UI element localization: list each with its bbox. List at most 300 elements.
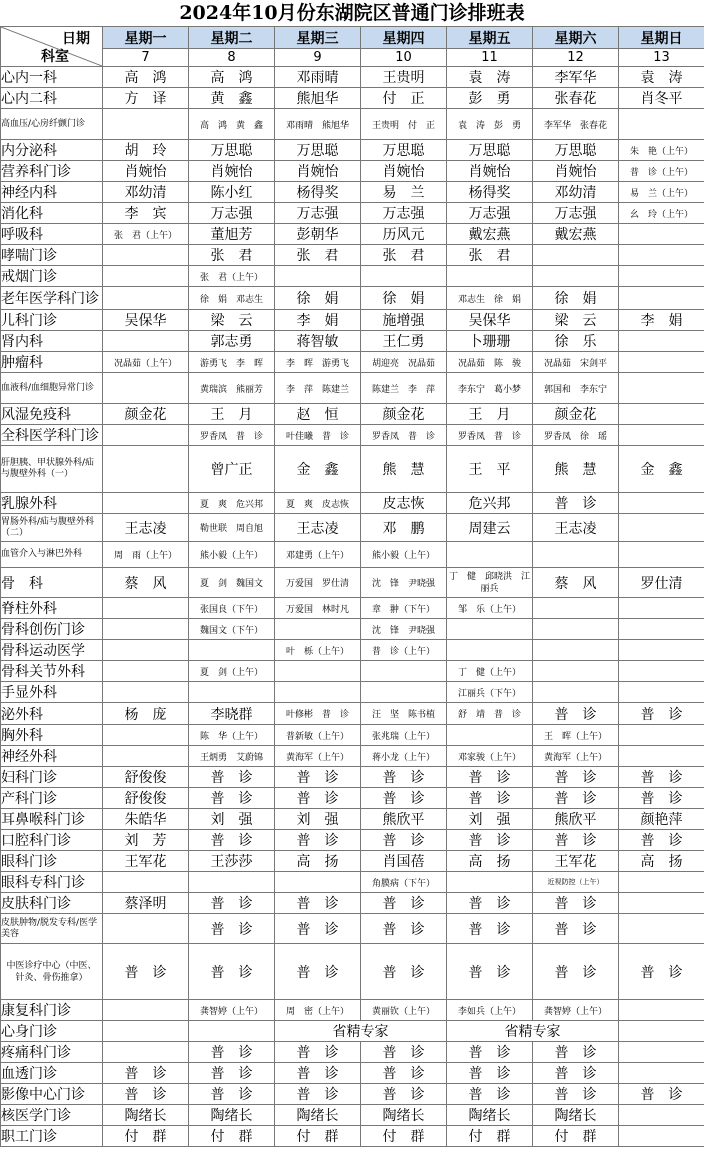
schedule-cell: 龚智婷（上午）	[189, 1000, 275, 1021]
schedule-cell: 梁 云	[189, 310, 275, 331]
schedule-cell: 张 君（上午）	[189, 266, 275, 287]
department-name: 骨科运动医学	[1, 640, 103, 661]
schedule-cell: 熊小毅（上午）	[189, 542, 275, 568]
schedule-row	[1, 266, 704, 287]
schedule-cell: 王军花	[533, 851, 619, 872]
schedule-cell: 普 诊	[447, 1063, 533, 1084]
date-header: 13	[619, 49, 704, 67]
schedule-cell: 邹 乐（上午）	[447, 598, 533, 619]
schedule-row	[1, 1084, 704, 1105]
schedule-cell: 普 诊	[619, 1084, 704, 1105]
schedule-cell: 罗香凤 普 诊	[361, 425, 447, 446]
schedule-cell: 王莎莎	[189, 851, 275, 872]
schedule-cell: 刘 强	[447, 809, 533, 830]
schedule-table	[0, 26, 704, 1147]
department-name: 产科门诊	[1, 788, 103, 809]
schedule-cell: 舒俊俊	[103, 788, 189, 809]
schedule-cell	[619, 1000, 704, 1021]
schedule-cell: 普 诊	[447, 944, 533, 1000]
schedule-cell: 易 兰	[361, 182, 447, 203]
department-name: 核医学门诊	[1, 1105, 103, 1126]
schedule-cell: 王 晖（上午）	[533, 725, 619, 746]
schedule-cell	[619, 245, 704, 266]
schedule-cell	[189, 640, 275, 661]
schedule-cell: 高 鸿	[103, 67, 189, 88]
department-name: 影像中心门诊	[1, 1084, 103, 1105]
department-name: 全科医学科门诊	[1, 425, 103, 446]
corner-date-label: 日期	[62, 31, 90, 47]
schedule-cell: 李 晖 游勇飞	[275, 352, 361, 373]
department-name: 血管介入与淋巴外科	[1, 542, 103, 568]
schedule-cell	[619, 893, 704, 914]
schedule-cell: 历风元	[361, 224, 447, 245]
schedule-row	[1, 352, 704, 373]
department-name: 骨科创伤门诊	[1, 619, 103, 640]
schedule-row	[1, 140, 704, 161]
schedule-cell: 李晓群	[189, 703, 275, 725]
schedule-cell: 肖婉怡	[533, 161, 619, 182]
date-header: 11	[447, 49, 533, 67]
schedule-row	[1, 944, 704, 1000]
schedule-cell: 吴保华	[103, 310, 189, 331]
schedule-cell: 高 鸿 黄 鑫	[189, 109, 275, 140]
schedule-cell: 普 诊	[361, 1042, 447, 1063]
schedule-row	[1, 809, 704, 830]
weekday-header: 星期四	[361, 27, 447, 49]
schedule-cell: 陶绪长	[447, 1105, 533, 1126]
schedule-cell: 皮志恢	[361, 493, 447, 514]
schedule-cell: 彭朝华	[275, 224, 361, 245]
department-name: 心内二科	[1, 88, 103, 109]
schedule-cell: 况晶茹 陈 骏	[447, 352, 533, 373]
schedule-row	[1, 1000, 704, 1021]
department-name: 胃肠外科/疝与腹壁外科（二）	[1, 514, 103, 542]
department-name: 神经外科	[1, 746, 103, 767]
schedule-cell	[103, 446, 189, 493]
date-header: 7	[103, 49, 189, 67]
schedule-cell	[533, 661, 619, 682]
schedule-cell: 张 君（上午）	[103, 224, 189, 245]
schedule-cell: 普 诊	[447, 1042, 533, 1063]
schedule-row	[1, 1063, 704, 1084]
schedule-cell: 李军华 张春花	[533, 109, 619, 140]
schedule-cell: 普新敏（上午）	[275, 725, 361, 746]
schedule-row	[1, 331, 704, 352]
schedule-cell: 普 诊	[361, 788, 447, 809]
department-name: 骨科关节外科	[1, 661, 103, 682]
schedule-row	[1, 514, 704, 542]
schedule-cell	[103, 245, 189, 266]
schedule-cell	[447, 725, 533, 746]
department-name: 中医诊疗中心（中医、针灸、骨伤推拿）	[1, 944, 103, 1000]
schedule-cell: 陈建兰 李 萍	[361, 373, 447, 404]
schedule-cell	[533, 682, 619, 703]
schedule-cell: 万爱国 林时凡	[275, 598, 361, 619]
date-header: 10	[361, 49, 447, 67]
schedule-cell: 熊欣平	[533, 809, 619, 830]
schedule-cell: 章 翀（下午）	[361, 598, 447, 619]
schedule-cell: 王志凌	[275, 514, 361, 542]
department-name: 高血压/心房纤颤门诊	[1, 109, 103, 140]
schedule-row	[1, 746, 704, 767]
schedule-cell: 罗香凤 普 诊	[447, 425, 533, 446]
department-name: 眼科专科门诊	[1, 872, 103, 893]
schedule-cell: 普 诊	[533, 493, 619, 514]
schedule-cell: 普 诊	[189, 767, 275, 788]
schedule-row	[1, 310, 704, 331]
schedule-cell	[619, 1126, 704, 1147]
schedule-row	[1, 67, 704, 88]
department-name: 神经内科	[1, 182, 103, 203]
schedule-cell: 张 君	[189, 245, 275, 266]
schedule-cell: 卜珊珊	[447, 331, 533, 352]
schedule-cell: 普 诊	[361, 830, 447, 851]
schedule-row	[1, 619, 704, 640]
schedule-cell: 杨得奖	[275, 182, 361, 203]
schedule-cell: 普 诊	[533, 703, 619, 725]
schedule-cell: 金 鑫	[619, 446, 704, 493]
schedule-cell	[619, 1105, 704, 1126]
schedule-cell: 蒋小龙（上午）	[361, 746, 447, 767]
schedule-cell	[447, 542, 533, 568]
schedule-cell: 况晶茹（上午）	[103, 352, 189, 373]
schedule-cell: 张国良（下午）	[189, 598, 275, 619]
department-name: 口腔科门诊	[1, 830, 103, 851]
schedule-cell	[619, 514, 704, 542]
schedule-cell: 周建云	[447, 514, 533, 542]
schedule-cell: 普 诊	[275, 914, 361, 944]
schedule-cell	[619, 619, 704, 640]
schedule-cell: 付 群	[275, 1126, 361, 1147]
schedule-cell: 徐 娟	[275, 287, 361, 310]
department-name: 疼痛科门诊	[1, 1042, 103, 1063]
schedule-cell	[619, 682, 704, 703]
schedule-cell	[619, 914, 704, 944]
schedule-cell: 普 诊	[533, 914, 619, 944]
schedule-cell	[361, 266, 447, 287]
schedule-cell: 颜艳萍	[619, 809, 704, 830]
schedule-cell	[619, 1021, 704, 1042]
schedule-cell: 陶绪长	[361, 1105, 447, 1126]
schedule-cell: 王军花	[103, 851, 189, 872]
weekday-header: 星期五	[447, 27, 533, 49]
schedule-cell: 黄丽钦（上午）	[361, 1000, 447, 1021]
schedule-cell: 普 诊	[103, 1063, 189, 1084]
schedule-cell	[103, 331, 189, 352]
schedule-cell: 省精专家	[275, 1021, 447, 1042]
department-name: 肝胆胰、甲状腺外科/疝与腹壁外科（一）	[1, 446, 103, 493]
schedule-cell: 近视防控（上午）	[533, 872, 619, 893]
schedule-body	[1, 67, 704, 1147]
date-header-row	[1, 49, 704, 67]
schedule-cell: 王炳勇 艾蔚锦	[189, 746, 275, 767]
schedule-cell: 普 诊	[189, 1063, 275, 1084]
schedule-cell: 朱 艳（上午）	[619, 140, 704, 161]
schedule-cell: 袁 涛	[447, 67, 533, 88]
schedule-cell: 丁 健（上午）	[447, 661, 533, 682]
schedule-cell: 邓幼清	[533, 182, 619, 203]
schedule-cell: 普 诊	[361, 767, 447, 788]
schedule-cell	[447, 872, 533, 893]
schedule-cell: 普 诊	[447, 914, 533, 944]
department-name: 内分泌科	[1, 140, 103, 161]
weekday-header: 星期三	[275, 27, 361, 49]
schedule-cell	[533, 598, 619, 619]
schedule-cell: 蔡 风	[533, 568, 619, 598]
schedule-cell: 付 群	[189, 1126, 275, 1147]
schedule-cell	[619, 1063, 704, 1084]
schedule-cell	[619, 109, 704, 140]
weekday-header: 星期一	[103, 27, 189, 49]
schedule-cell	[103, 266, 189, 287]
schedule-cell: 刘 芳	[103, 830, 189, 851]
schedule-row	[1, 542, 704, 568]
schedule-cell: 朱皓华	[103, 809, 189, 830]
schedule-cell	[103, 682, 189, 703]
schedule-cell: 李 宾	[103, 203, 189, 224]
schedule-cell: 邓雨晴 熊旭华	[275, 109, 361, 140]
schedule-cell: 刘 强	[189, 809, 275, 830]
schedule-cell	[619, 352, 704, 373]
schedule-row	[1, 203, 704, 224]
schedule-cell: 普 诊	[533, 830, 619, 851]
schedule-cell: 付 群	[103, 1126, 189, 1147]
schedule-cell: 叶 栎（上午）	[275, 640, 361, 661]
schedule-cell: 普 诊	[447, 830, 533, 851]
schedule-cell	[619, 661, 704, 682]
schedule-cell: 李 娟	[275, 310, 361, 331]
schedule-cell	[619, 640, 704, 661]
schedule-cell	[275, 619, 361, 640]
department-name: 血透门诊	[1, 1063, 103, 1084]
schedule-cell: 普 诊	[189, 1084, 275, 1105]
schedule-cell: 万志强	[275, 203, 361, 224]
schedule-cell	[619, 872, 704, 893]
schedule-cell: 邓幼清	[103, 182, 189, 203]
schedule-cell: 普 诊	[103, 944, 189, 1000]
schedule-cell	[619, 493, 704, 514]
schedule-row	[1, 287, 704, 310]
schedule-cell: 普 诊（上午）	[619, 161, 704, 182]
schedule-cell: 叶修彬 普 诊	[275, 703, 361, 725]
schedule-cell: 胡 玲	[103, 140, 189, 161]
schedule-cell	[103, 1021, 189, 1042]
schedule-cell: 普 诊	[533, 944, 619, 1000]
schedule-cell: 邓建勇（上午）	[275, 542, 361, 568]
schedule-cell: 黄海军（上午）	[275, 746, 361, 767]
schedule-row	[1, 640, 704, 661]
schedule-cell: 普 诊	[275, 1084, 361, 1105]
schedule-cell: 吴保华	[447, 310, 533, 331]
schedule-cell: 杨 庞	[103, 703, 189, 725]
schedule-cell: 熊小毅（上午）	[361, 542, 447, 568]
schedule-cell	[619, 287, 704, 310]
schedule-cell: 万思聪	[275, 140, 361, 161]
schedule-cell	[361, 661, 447, 682]
schedule-cell: 万爱国 罗仕清	[275, 568, 361, 598]
schedule-cell: 郭国和 李东宁	[533, 373, 619, 404]
schedule-cell: 肖婉怡	[361, 161, 447, 182]
schedule-cell	[189, 872, 275, 893]
schedule-row	[1, 1126, 704, 1147]
schedule-cell: 江丽兵（下午）	[447, 682, 533, 703]
schedule-cell: 金 鑫	[275, 446, 361, 493]
schedule-cell: 张 君	[275, 245, 361, 266]
department-name: 肾内科	[1, 331, 103, 352]
schedule-cell	[361, 682, 447, 703]
schedule-cell: 高 鸿	[189, 67, 275, 88]
schedule-cell: 省精专家	[447, 1021, 619, 1042]
schedule-cell: 普 诊	[275, 788, 361, 809]
schedule-cell: 徐 娟 邓志生	[189, 287, 275, 310]
schedule-cell: 张 君	[447, 245, 533, 266]
department-name: 康复科门诊	[1, 1000, 103, 1021]
department-name: 耳鼻喉科门诊	[1, 809, 103, 830]
schedule-cell: 王志凌	[533, 514, 619, 542]
schedule-cell: 张 君	[361, 245, 447, 266]
corner-dept-label: 科室	[41, 49, 69, 65]
schedule-cell	[275, 682, 361, 703]
schedule-cell: 王 月	[447, 404, 533, 425]
weekday-header-row	[1, 27, 704, 49]
schedule-cell: 胡迎亮 况晶茹	[361, 352, 447, 373]
schedule-cell: 熊欣平	[361, 809, 447, 830]
schedule-cell: 施增强	[361, 310, 447, 331]
schedule-cell: 曾广正	[189, 446, 275, 493]
schedule-cell: 彭 勇	[447, 88, 533, 109]
schedule-row	[1, 109, 704, 140]
schedule-cell: 张兆瑞（上午）	[361, 725, 447, 746]
schedule-cell: 赵 恒	[275, 404, 361, 425]
schedule-cell: 普 诊	[275, 767, 361, 788]
schedule-cell: 董旭芳	[189, 224, 275, 245]
weekday-header: 星期日	[619, 27, 704, 49]
schedule-cell: 王 平	[447, 446, 533, 493]
schedule-cell: 普 诊	[189, 1042, 275, 1063]
schedule-cell: 万思聪	[189, 140, 275, 161]
schedule-cell: 夏 剑（上午）	[189, 661, 275, 682]
schedule-cell: 普 诊	[447, 788, 533, 809]
schedule-cell: 熊旭华	[275, 88, 361, 109]
schedule-cell: 普 诊	[189, 893, 275, 914]
schedule-cell: 肖婉怡	[189, 161, 275, 182]
schedule-cell: 李东宁 葛小梦	[447, 373, 533, 404]
department-name: 皮肤科门诊	[1, 893, 103, 914]
schedule-row	[1, 1042, 704, 1063]
schedule-cell: 舒俊俊	[103, 767, 189, 788]
schedule-cell: 戴宏燕	[447, 224, 533, 245]
schedule-cell: 普 诊	[361, 1084, 447, 1105]
department-name: 营养科门诊	[1, 161, 103, 182]
schedule-cell: 普 诊	[619, 788, 704, 809]
schedule-cell	[619, 425, 704, 446]
schedule-cell: 李 萍 陈建兰	[275, 373, 361, 404]
schedule-cell	[103, 598, 189, 619]
schedule-cell: 陈小红	[189, 182, 275, 203]
schedule-cell	[103, 619, 189, 640]
schedule-cell: 李军华	[533, 67, 619, 88]
schedule-cell: 徐 乐	[533, 331, 619, 352]
schedule-row	[1, 725, 704, 746]
schedule-cell: 普 诊	[533, 1042, 619, 1063]
schedule-cell	[103, 746, 189, 767]
schedule-cell: 陈 华（上午）	[189, 725, 275, 746]
schedule-cell: 普 诊	[447, 1084, 533, 1105]
schedule-cell: 方 译	[103, 88, 189, 109]
schedule-cell	[533, 245, 619, 266]
schedule-cell: 普 诊	[447, 767, 533, 788]
schedule-cell: 杨得奖	[447, 182, 533, 203]
schedule-cell: 夏 剑 魏国文	[189, 568, 275, 598]
schedule-cell	[533, 640, 619, 661]
schedule-cell: 普 诊	[533, 1084, 619, 1105]
schedule-title: 2024年10月份东湖院区普通门诊排班表	[179, 2, 525, 24]
department-name: 骨 科	[1, 568, 103, 598]
schedule-cell	[103, 109, 189, 140]
schedule-cell: 戴宏燕	[533, 224, 619, 245]
schedule-cell	[103, 640, 189, 661]
schedule-cell: 李如兵（上午）	[447, 1000, 533, 1021]
schedule-cell: 魏国文（下午）	[189, 619, 275, 640]
department-name: 泌外科	[1, 703, 103, 725]
department-name: 消化科	[1, 203, 103, 224]
schedule-cell	[619, 598, 704, 619]
schedule-row	[1, 493, 704, 514]
schedule-cell: 颜金花	[533, 404, 619, 425]
department-name: 呼吸科	[1, 224, 103, 245]
schedule-row	[1, 788, 704, 809]
schedule-cell	[619, 725, 704, 746]
department-name: 老年医学科门诊	[1, 287, 103, 310]
schedule-cell	[533, 542, 619, 568]
schedule-cell	[103, 914, 189, 944]
schedule-cell: 邓 鹏	[361, 514, 447, 542]
department-name: 戒烟门诊	[1, 266, 103, 287]
schedule-cell: 万志强	[189, 203, 275, 224]
schedule-cell	[275, 661, 361, 682]
schedule-cell: 普 诊	[619, 767, 704, 788]
schedule-cell: 黄 鑫	[189, 88, 275, 109]
schedule-cell: 普 诊	[275, 1042, 361, 1063]
schedule-cell: 普 诊	[103, 1084, 189, 1105]
schedule-cell: 沈 锋 尹晓强	[361, 619, 447, 640]
schedule-cell	[447, 619, 533, 640]
schedule-cell: 高 扬	[619, 851, 704, 872]
schedule-cell: 普 诊	[533, 1063, 619, 1084]
department-name: 心内一科	[1, 67, 103, 88]
schedule-cell: 角膜病（下午）	[361, 872, 447, 893]
schedule-cell: 万志强	[533, 203, 619, 224]
schedule-cell: 付 群	[361, 1126, 447, 1147]
schedule-cell: 普 诊	[361, 944, 447, 1000]
schedule-row	[1, 767, 704, 788]
schedule-cell: 普 诊	[189, 788, 275, 809]
schedule-cell: 普 诊	[275, 893, 361, 914]
schedule-cell: 夏 爽 皮志恢	[275, 493, 361, 514]
schedule-cell: 肖冬平	[619, 88, 704, 109]
schedule-cell: 付 群	[447, 1126, 533, 1147]
schedule-cell: 万思聪	[533, 140, 619, 161]
schedule-row	[1, 1105, 704, 1126]
schedule-cell: 普 诊	[361, 893, 447, 914]
schedule-cell: 梁 云	[533, 310, 619, 331]
schedule-cell: 危兴邦	[447, 493, 533, 514]
schedule-cell: 王仁勇	[361, 331, 447, 352]
schedule-cell: 付 正	[361, 88, 447, 109]
schedule-cell: 袁 涛 彭 勇	[447, 109, 533, 140]
schedule-cell	[619, 373, 704, 404]
schedule-cell: 肖婉怡	[447, 161, 533, 182]
